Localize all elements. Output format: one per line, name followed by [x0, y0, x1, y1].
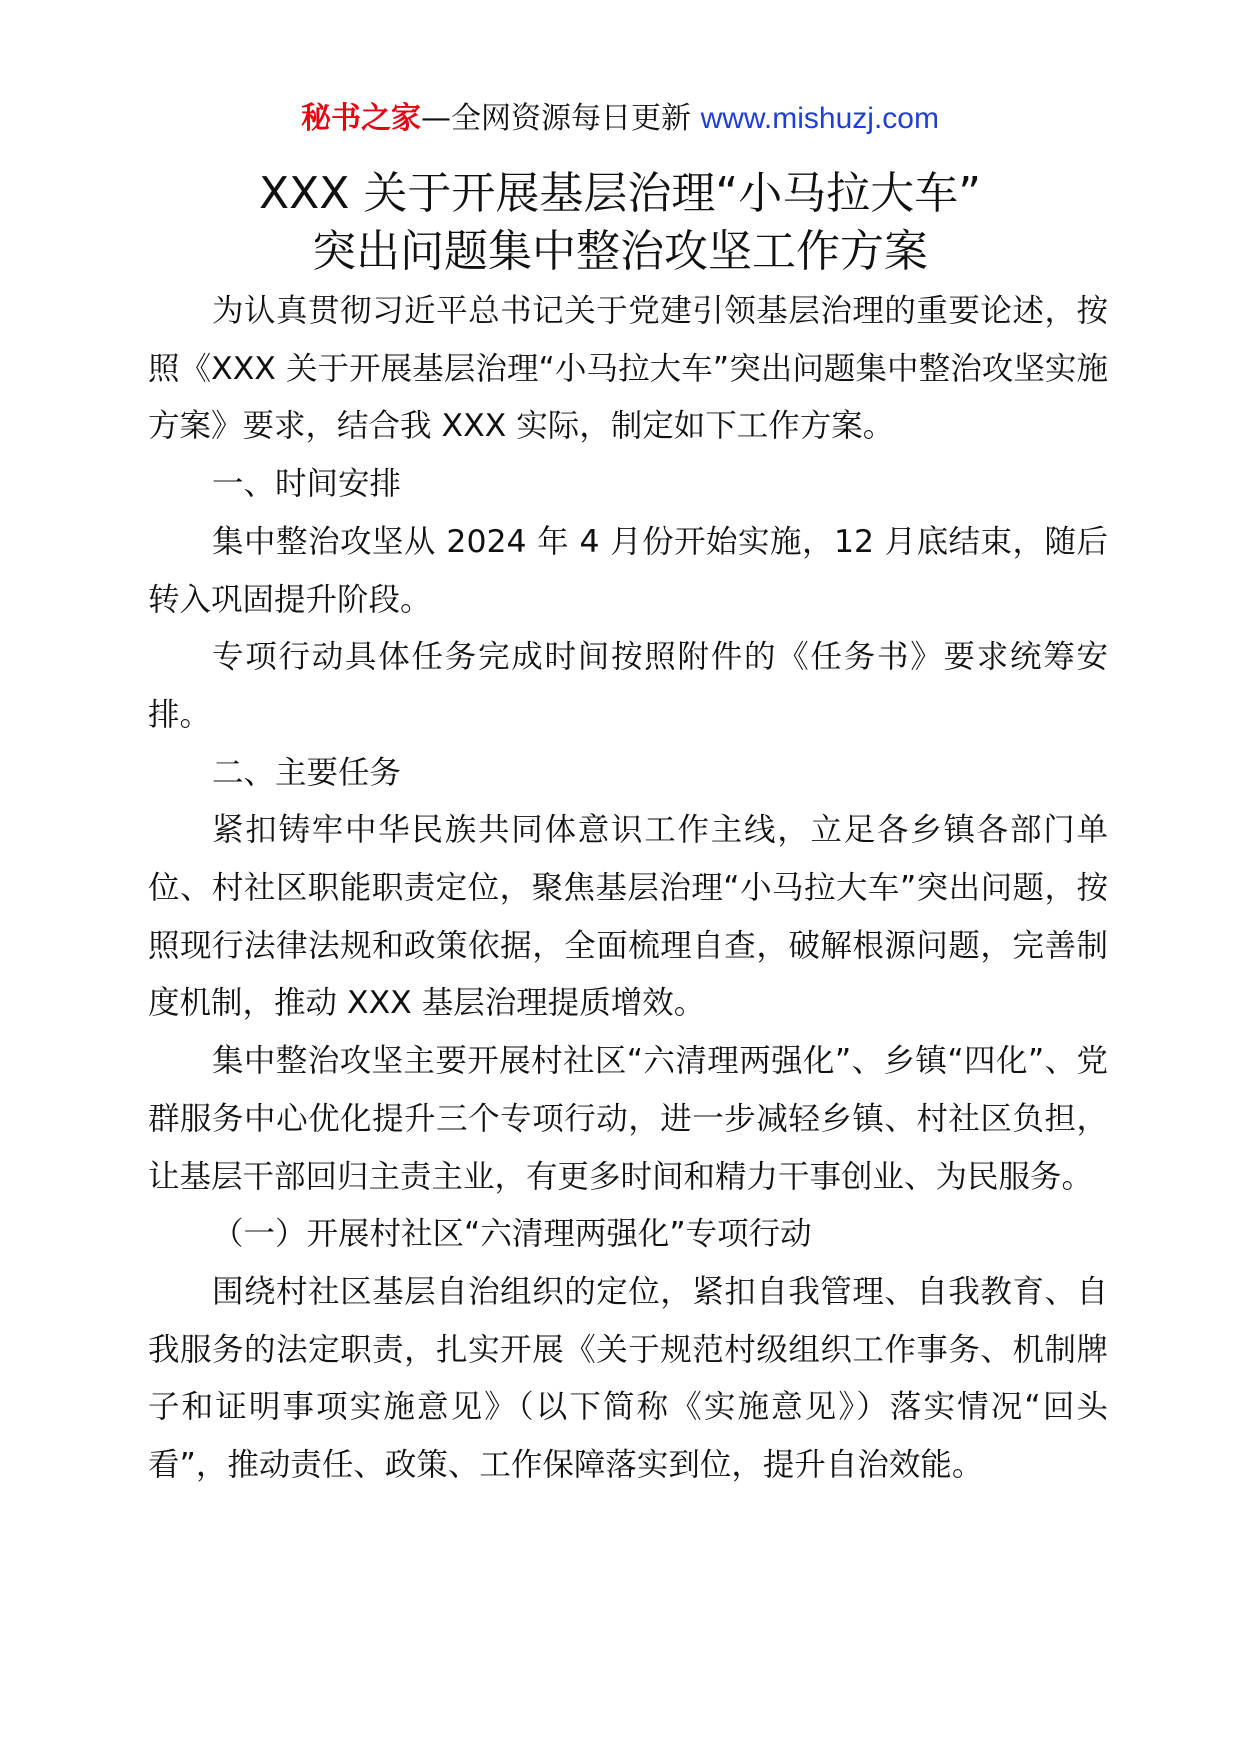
- site-url-link[interactable]: www.mishuzj.com: [700, 102, 939, 135]
- main-tasks-paragraph: 紧扣铸牢中华民族共同体意识工作主线，立足各乡镇各部门单位、村社区职能职责定位，聚焦基层治理“小马拉大车”突出问题，按照现行法律法规和政策依据，全面梳理自查，破解根源问题，完善制度机制，推动 XXX 基层治理提质增效。: [148, 812, 1108, 1022]
- brand-name: 秘书之家: [301, 101, 422, 136]
- document-title-line-1: XXX 关于开展基层治理“小马拉大车”: [258, 168, 981, 219]
- task-schedule-paragraph: 专项行动具体任务完成时间按照附件的《任务书》要求统筹安排。: [148, 639, 1108, 733]
- site-header: [0, 98, 1240, 140]
- document-title-line-2: 突出问题集中整治攻坚工作方案: [312, 226, 928, 277]
- campaign-paragraph: 集中整治攻坚主要开展村社区“六清理两强化”、乡镇“四化”、党群服务中心优化提升三个专项行动，进一步减轻乡镇、村社区负担，让基层干部回归主责主业，有更多时间和精力干事创业、为民服务。: [148, 1043, 1108, 1195]
- header-tagline: —全网资源每日更新: [421, 101, 692, 136]
- intro-paragraph: 为认真贯彻习近平总书记关于党建引领基层治理的重要论述，按照《XXX 关于开展基层治理“小马拉大车”突出问题集中整治攻坚实施方案》要求，结合我 XXX 实际，制定如下工作方案。: [148, 293, 1108, 445]
- section-heading-main-tasks: 二、主要任务: [212, 754, 402, 791]
- subsection-heading-1: （一）开展村社区“六清理两强化”专项行动: [212, 1216, 812, 1253]
- section-heading-schedule: 一、时间安排: [212, 466, 402, 503]
- document-body: [148, 283, 1108, 1495]
- schedule-paragraph: 集中整治攻坚从 2024 年 4 月份开始实施，12 月底结束，随后转入巩固提升阶段。: [148, 523, 1108, 618]
- subsection-1-paragraph: 围绕村社区基层自治组织的定位，紧扣自我管理、自我教育、自我服务的法定职责，扎实开展《关于规范村级组织工作事务、机制牌子和证明事项实施意见》（以下简称《实施意见》）落实情况“回头看”，推动责任、政策、工作保障落实到位，提升自治效能。: [148, 1273, 1108, 1484]
